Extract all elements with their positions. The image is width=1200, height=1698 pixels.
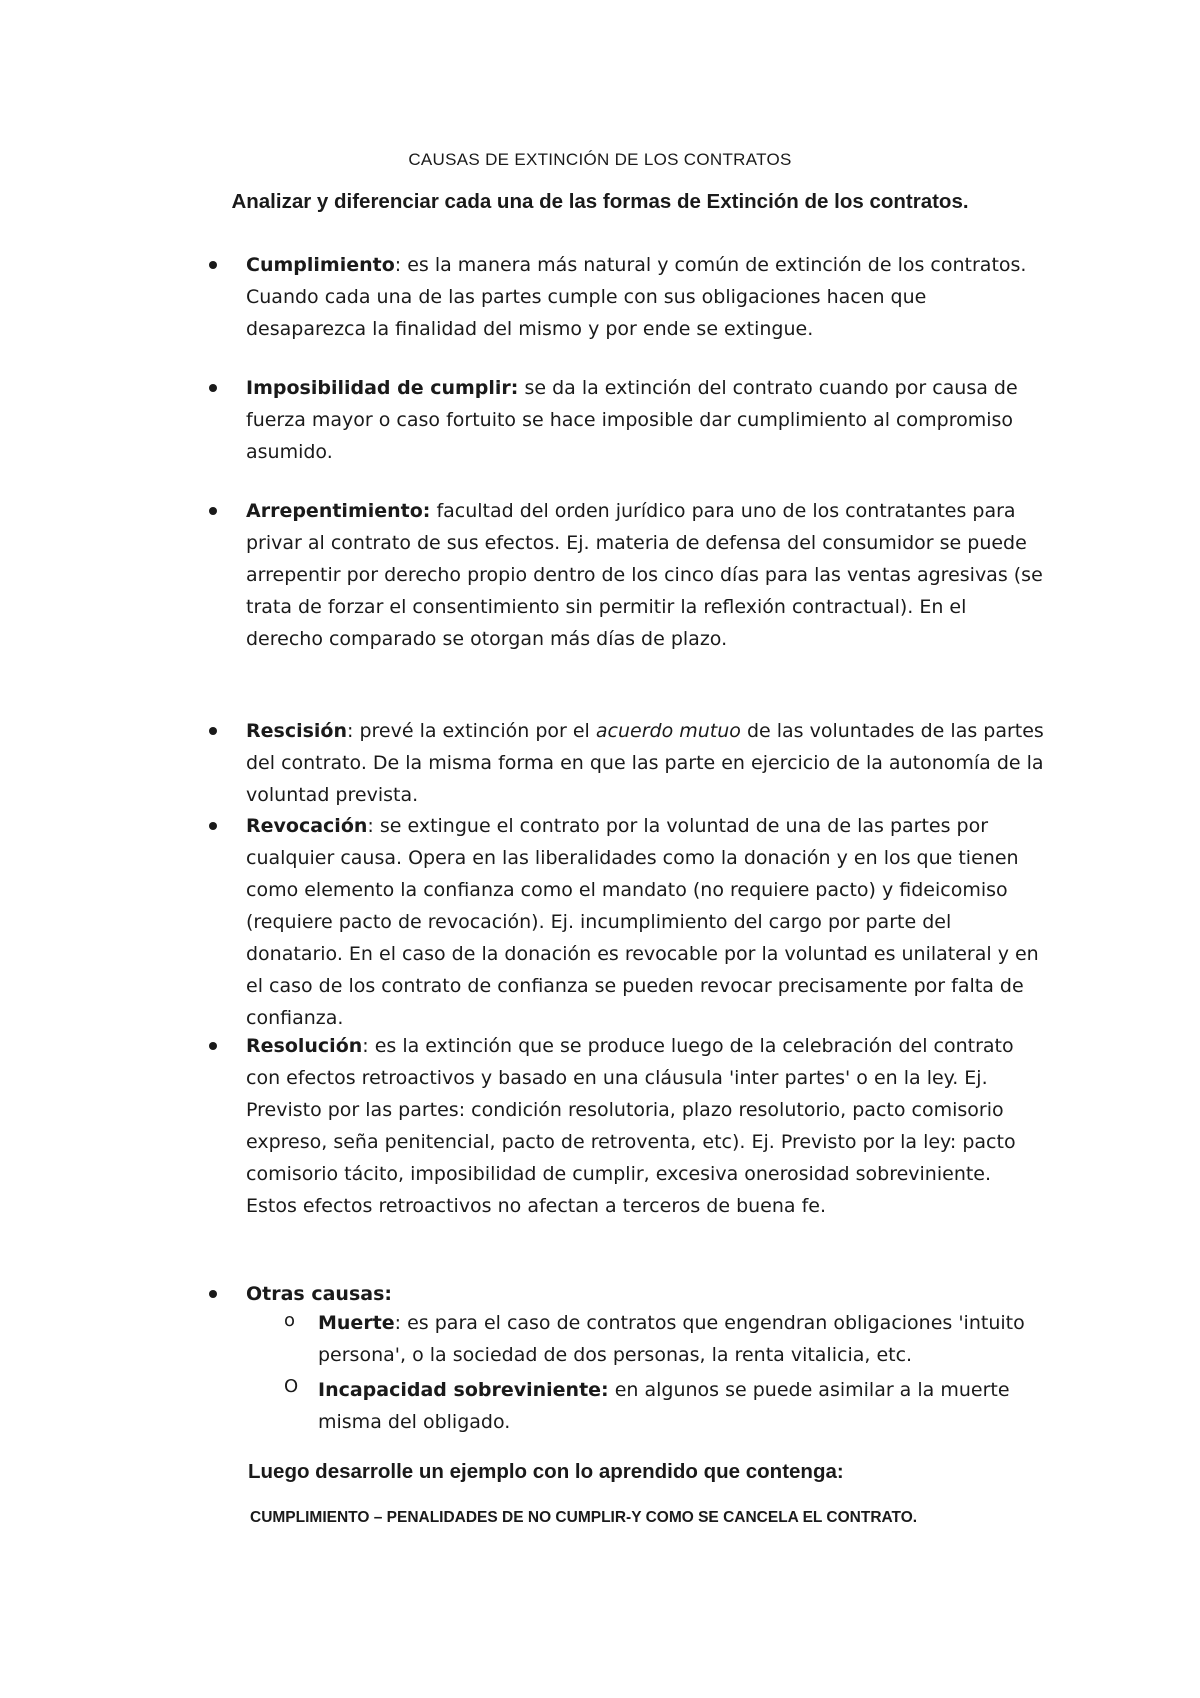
item-term: Otras causas: <box>246 1283 392 1305</box>
item-italic-text: acuerdo mutuo <box>595 720 741 742</box>
list-item-otras-causas <box>246 1278 1046 1310</box>
bullet-icon <box>209 261 217 269</box>
list-item-rescision <box>246 715 1046 811</box>
item-text: : es la manera más natural y común de extinción de los contratos. Cuando cada una de las partes cumple con sus obligaciones hacen que desaparezca la finalidad del mismo y por ende se extingue. <box>246 254 1027 340</box>
bullet-icon <box>209 822 217 830</box>
item-text: : se extingue el contrato por la voluntad de una de las partes por cualquier causa. Opera en las liberalidades como la donación y en los que tienen como elemento la confianza como el mandato (no requiere pacto) y fideicomiso (requiere pacto de revocación). Ej. incumplimiento del cargo por parte del donatario. En el caso de la donación es revocable por la voluntad es unilateral y en el caso de los contrato de confianza se pueden revocar precisamente por falta de confianza. <box>246 815 1039 1029</box>
list-item-arrepentimiento <box>246 495 1046 655</box>
item-term: Arrepentimiento: <box>246 500 431 522</box>
sub-list-item-incapacidad <box>318 1374 1048 1438</box>
item-text: de las voluntades de las partes del contrato. De la misma forma en que las parte en ejercicio de la autonomía de la voluntad prevista. <box>246 720 1044 806</box>
sub-list-item-muerte <box>318 1307 1048 1371</box>
sub-bullet-marker: o <box>284 1310 296 1331</box>
item-text: en algunos se puede asimilar a la muerte misma del obligado. <box>318 1379 1010 1433</box>
item-term: Revocación <box>246 815 368 837</box>
list-item-resolucion <box>246 1030 1046 1222</box>
document-subtitle: Analizar y diferenciar cada una de las formas de Extinción de los contratos. <box>231 190 969 213</box>
closing-instruction: Luego desarrolle un ejemplo con lo aprendido que contenga: <box>248 1460 844 1483</box>
item-term: Imposibilidad de cumplir: <box>246 377 519 399</box>
item-text: : es para el caso de contratos que engendran obligaciones 'intuito persona', o la sociedad de dos personas, la renta vitalicia, etc. <box>318 1312 1025 1366</box>
bullet-icon <box>209 1042 217 1050</box>
item-term: Resolución <box>246 1035 363 1057</box>
final-heading: CUMPLIMIENTO – PENALIDADES DE NO CUMPLIR-Y COMO SE CANCELA EL CONTRATO. <box>250 1509 918 1526</box>
sub-bullet-marker: O <box>284 1376 299 1397</box>
item-text: : prevé la extinción por el <box>347 720 596 742</box>
item-term: Cumplimiento <box>246 254 395 276</box>
item-text: : es la extinción que se produce luego de la celebración del contrato con efectos retroactivos y basado en una cláusula 'inter partes' o en la ley. Ej. Previsto por las partes: condición resolutoria, plazo resolutorio, pacto comisorio expreso, seña penitencial, pacto de retroventa, etc). Ej. Previsto por la ley: pacto comisorio tácito, imposibilidad de cumplir, excesiva onerosidad sobreviniente. Estos efectos retroactivos no afectan a terceros de buena fe. <box>246 1035 1016 1217</box>
item-text: facultad del orden jurídico para uno de los contratantes para privar al contrato de sus efectos. Ej. materia de defensa del consumidor se puede arrepentir por derecho propio dentro de los cinco días para las ventas agresivas (se trata de forzar el consentimiento sin permitir la reflexión contractual). En el derecho comparado se otorgan más días de plazo. <box>246 500 1043 650</box>
list-item-revocacion <box>246 810 1046 1034</box>
bullet-icon <box>209 384 217 392</box>
bullet-icon <box>209 1290 217 1298</box>
list-item-cumplimiento <box>246 249 1046 345</box>
item-term: Rescisión <box>246 720 348 742</box>
document-title: CAUSAS DE EXTINCIÓN DE LOS CONTRATOS <box>408 150 792 169</box>
item-term: Muerte <box>318 1312 395 1334</box>
list-item-imposibilidad <box>246 372 1046 468</box>
bullet-icon <box>209 727 217 735</box>
item-text: se da la extinción del contrato cuando por causa de fuerza mayor o caso fortuito se hace imposible dar cumplimiento al compromiso asumido. <box>246 377 1018 463</box>
item-term: Incapacidad sobreviniente: <box>318 1379 609 1401</box>
bullet-icon <box>209 507 217 515</box>
